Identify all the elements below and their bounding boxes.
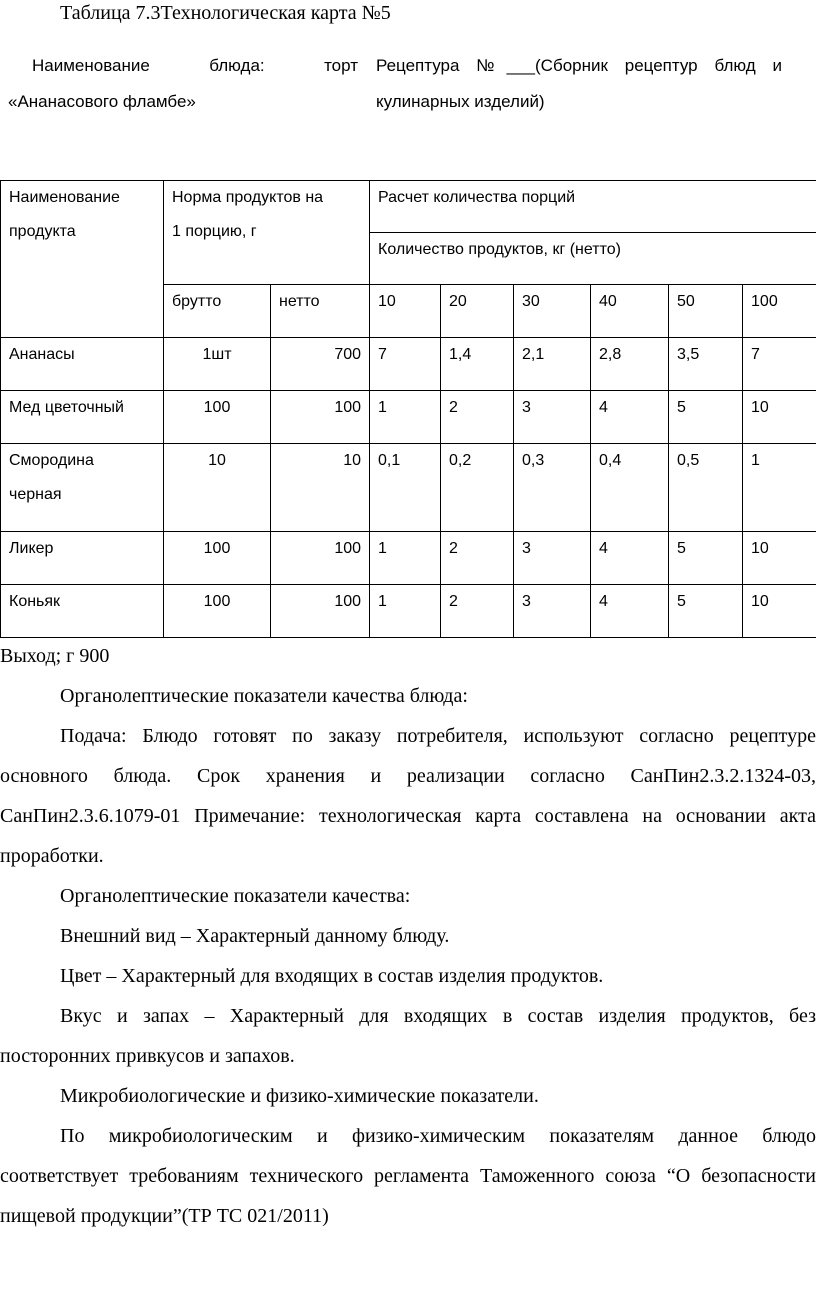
qty-value: 10 — [743, 391, 816, 444]
brutto-value: 100 — [164, 585, 271, 638]
product-name: Ликер — [1, 532, 164, 585]
header-product — [1, 181, 164, 338]
header-norm-line1: Норма продуктов на — [172, 189, 324, 206]
netto-value: 100 — [271, 391, 370, 444]
qty-value: 3 — [514, 391, 591, 444]
dish-name: «Ананасового фламбе» — [8, 92, 196, 111]
qty-value: 0,1 — [370, 444, 441, 532]
qty-value: 2 — [441, 391, 514, 444]
dish-name-block — [8, 48, 358, 120]
micro-paragraph: По микробиологическим и физико-химическим показателям данное блюдо соответствует требованиям технического регламента Таможенного союза “О безопасности пищевой продукции”(ТР ТС 021/2011) — [0, 1125, 816, 1227]
netto-value: 100 — [271, 532, 370, 585]
qty-value: 1 — [370, 532, 441, 585]
organoleptic-title: Органолептические показатели качества блюда: — [60, 685, 468, 707]
qty-value: 2,8 — [591, 338, 669, 391]
header-norm — [164, 181, 370, 285]
header-netto: нетто — [271, 285, 370, 338]
qty-value: 5 — [669, 391, 743, 444]
header-brutto: брутто — [164, 285, 271, 338]
qty-value: 1 — [743, 444, 816, 532]
quality-title: Органолептические показатели качества: — [60, 885, 411, 907]
qty-value: 7 — [743, 338, 816, 391]
recipe-number-line2: кулинарных изделий) — [376, 92, 545, 111]
header-portion-50: 50 — [669, 285, 743, 338]
color-line: Цвет – Характерный для входящих в состав изделия продуктов. — [60, 965, 604, 987]
recipe-number-block — [376, 48, 782, 120]
qty-value: 0,3 — [514, 444, 591, 532]
product-name-line2: черная — [9, 486, 62, 503]
table-row — [1, 391, 816, 444]
header-portion-40: 40 — [591, 285, 669, 338]
table-row — [1, 444, 816, 532]
product-name — [1, 444, 164, 532]
brutto-value: 100 — [164, 532, 271, 585]
qty-value: 3,5 — [669, 338, 743, 391]
header-portion-100: 100 — [743, 285, 816, 338]
qty-value: 10 — [743, 532, 816, 585]
yield-line: Выход; г 900 — [0, 645, 110, 667]
micro-title: Микробиологические и физико-химические показатели. — [60, 1085, 539, 1107]
product-name-line1: Смородина — [9, 452, 94, 469]
qty-value: 5 — [669, 585, 743, 638]
dish-label-word3: торт — [324, 56, 358, 75]
qty-value: 2,1 — [514, 338, 591, 391]
taste-paragraph: Вкус и запах – Характерный для входящих в состав изделия продуктов, без посторонних привкусов и запахов. — [0, 1005, 816, 1067]
qty-value: 1 — [370, 391, 441, 444]
table-row — [1, 585, 816, 638]
serving-paragraph: Подача: Блюдо готовят по заказу потребителя, используют согласно рецептуре основного блюда. Срок хранения и реализации согласно СанПин2.3.2.1324-03, СанПин2.3.6.1079-01 Примечание: технологическая карта составлена на основании акта проработки. — [0, 725, 816, 867]
header-calc: Расчет количества порций — [370, 181, 816, 233]
netto-value: 10 — [271, 444, 370, 532]
table-row — [1, 338, 816, 391]
qty-value: 5 — [669, 532, 743, 585]
appearance-line: Внешний вид – Характерный данному блюду. — [60, 925, 450, 947]
brutto-value: 10 — [164, 444, 271, 532]
header-portion-30: 30 — [514, 285, 591, 338]
header-product-line2: продукта — [9, 223, 76, 240]
qty-value: 0,5 — [669, 444, 743, 532]
recipe-number-line1: Рецептура №___(Сборник рецептур блюд и — [376, 56, 782, 75]
qty-value: 7 — [370, 338, 441, 391]
qty-value: 3 — [514, 532, 591, 585]
header-product-line1: Наименование — [9, 189, 120, 206]
qty-value: 0,2 — [441, 444, 514, 532]
netto-value: 700 — [271, 338, 370, 391]
qty-value: 4 — [591, 585, 669, 638]
qty-value: 3 — [514, 585, 591, 638]
qty-value: 10 — [743, 585, 816, 638]
table-caption: Таблица 7.3Технологическая карта №5 — [60, 2, 391, 24]
qty-value: 2 — [441, 532, 514, 585]
product-name: Мед цветочный — [1, 391, 164, 444]
header-portion-20: 20 — [441, 285, 514, 338]
brutto-value: 1шт — [164, 338, 271, 391]
qty-value: 2 — [441, 585, 514, 638]
brutto-value: 100 — [164, 391, 271, 444]
qty-value: 4 — [591, 532, 669, 585]
qty-value: 4 — [591, 391, 669, 444]
qty-value: 1,4 — [441, 338, 514, 391]
dish-label-word2: блюда: — [209, 56, 265, 75]
dish-label-word1: Наименование — [32, 56, 150, 75]
qty-value: 0,4 — [591, 444, 669, 532]
product-name: Ананасы — [1, 338, 164, 391]
header-portion-10: 10 — [370, 285, 441, 338]
header-norm-line2: 1 порцию, г — [172, 223, 257, 240]
tech-card-table — [0, 180, 816, 638]
qty-value: 1 — [370, 585, 441, 638]
product-name: Коньяк — [1, 585, 164, 638]
netto-value: 100 — [271, 585, 370, 638]
table-row — [1, 532, 816, 585]
body-text — [0, 636, 816, 1236]
header-qty: Количество продуктов, кг (нетто) — [370, 233, 816, 285]
